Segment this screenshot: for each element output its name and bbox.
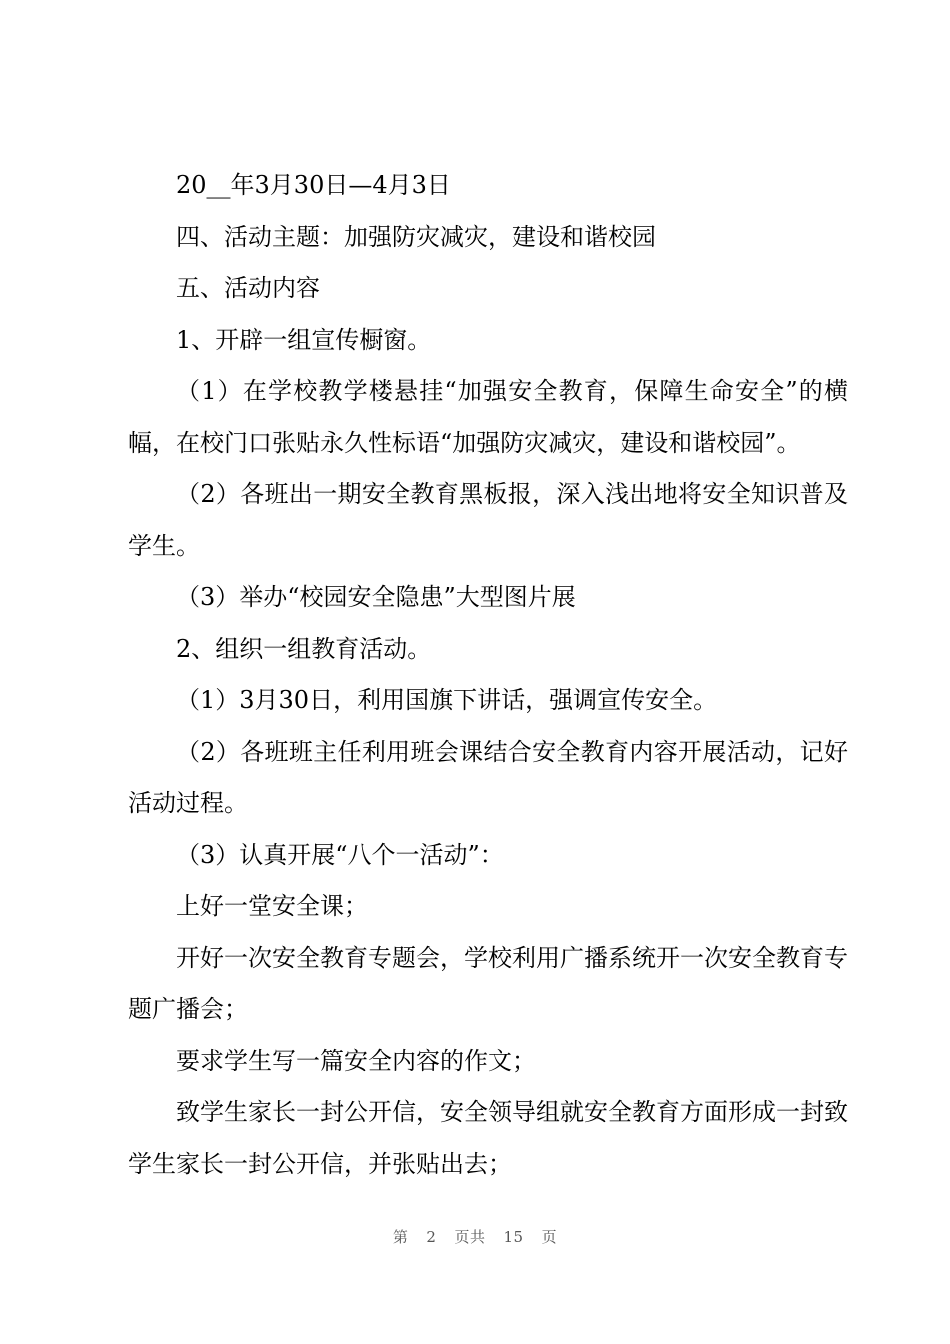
paragraph-activity-content-heading: 五、活动内容 (176, 274, 320, 302)
paragraph-activity-essay: 要求学生写一篇安全内容的作文； (176, 1046, 536, 1075)
paragraph-date-range: 20__年3月30日—4月3日 (176, 171, 451, 199)
paragraph-item-2-1: （1）3月30日，利用国旗下讲话，强调宣传安全。 (176, 686, 718, 714)
paragraph-activity-safety-meeting: 开好一次安全教育专题会，学校利用广播系统开一次安全教育专题广播会； (128, 943, 848, 1023)
paragraph-item-1: 1、开辟一组宣传橱窗。 (176, 325, 432, 354)
paragraph-item-2-3: （3）认真开展“八个一活动”： (176, 840, 504, 869)
page-footer (0, 1226, 950, 1247)
footer-page-number: 2 (426, 1228, 437, 1246)
footer-middle: 页共 (454, 1228, 486, 1246)
paragraph-activity-theme: 四、活动主题：加强防灾减灾，建设和谐校园 (176, 222, 656, 251)
paragraph-item-1-2: （2）各班出一期安全教育黑板报，深入浅出地将安全知识普及学生。 (128, 480, 848, 560)
paragraph-item-1-3: （3）举办“校园安全隐患”大型图片展 (176, 583, 576, 611)
footer-total-pages: 15 (503, 1228, 524, 1246)
paragraph-item-2-2: （2）各班班主任利用班会课结合安全教育内容开展活动，记好活动过程。 (128, 737, 848, 817)
document-body (128, 160, 848, 1190)
paragraph-activity-open-letter: 致学生家长一封公开信，安全领导组就安全教育方面形成一封致学生家长一封公开信，并张贴出去； (128, 1098, 848, 1178)
footer-prefix: 第 (392, 1228, 409, 1246)
paragraph-activity-safety-class: 上好一堂安全课； (176, 892, 368, 920)
paragraph-item-1-1: （1）在学校教学楼悬挂“加强安全教育，保障生命安全”的横幅，在校门口张贴永久性标语“加强防灾减灾，建设和谐校园”。 (128, 377, 848, 457)
footer-suffix: 页 (541, 1228, 558, 1246)
paragraph-item-2: 2、组织一组教育活动。 (176, 634, 432, 663)
